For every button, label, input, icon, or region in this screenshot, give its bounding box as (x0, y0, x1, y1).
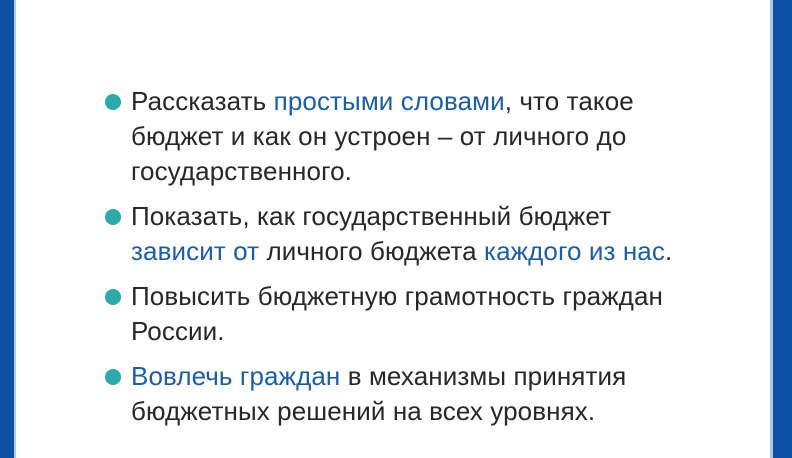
right-border-bar (773, 0, 792, 458)
text-segment: , что такое (504, 86, 634, 116)
bullet-list (105, 84, 753, 439)
bullet-item (105, 84, 753, 189)
text-segment: бюджет и как он устроен – от личного до (131, 121, 627, 151)
text-line (131, 394, 626, 429)
text-segment: России. (131, 316, 225, 346)
bullet-item (105, 199, 753, 269)
text-line (131, 154, 634, 189)
bullet-item (105, 359, 753, 429)
text-segment: Повысить бюджетную грамотность граждан (131, 281, 663, 311)
text-segment: государственного. (131, 156, 352, 186)
bullet-dot-icon (105, 94, 121, 110)
text-line (131, 84, 634, 119)
highlight-text: Вовлечь граждан (131, 361, 341, 391)
text-segment: личного бюджета (259, 236, 485, 266)
bullet-dot-icon (105, 209, 121, 225)
text-segment: Показать, как государственный бюджет (131, 201, 612, 231)
bullet-text (131, 359, 626, 429)
text-segment: . (664, 236, 673, 266)
bullet-item (105, 279, 753, 349)
left-border-edge (14, 0, 16, 458)
bullet-text (131, 84, 634, 189)
text-line (131, 314, 663, 349)
text-segment: в механизмы принятия (340, 361, 627, 391)
left-border-bar (0, 0, 14, 458)
bullet-text (131, 279, 663, 349)
highlight-text: простыми словами (273, 86, 505, 116)
text-line (131, 119, 634, 154)
text-segment: бюджетных решений на всех уровнях. (131, 396, 596, 426)
text-line (131, 279, 663, 314)
text-line (131, 359, 626, 394)
right-border-edge (770, 0, 773, 458)
highlight-text: зависит от (131, 236, 260, 266)
bullet-text (131, 199, 672, 269)
text-line (131, 234, 672, 269)
highlight-text: каждого из нас (484, 236, 665, 266)
text-segment: Рассказать (131, 86, 274, 116)
bullet-dot-icon (105, 289, 121, 305)
bullet-dot-icon (105, 369, 121, 385)
text-line (131, 199, 672, 234)
